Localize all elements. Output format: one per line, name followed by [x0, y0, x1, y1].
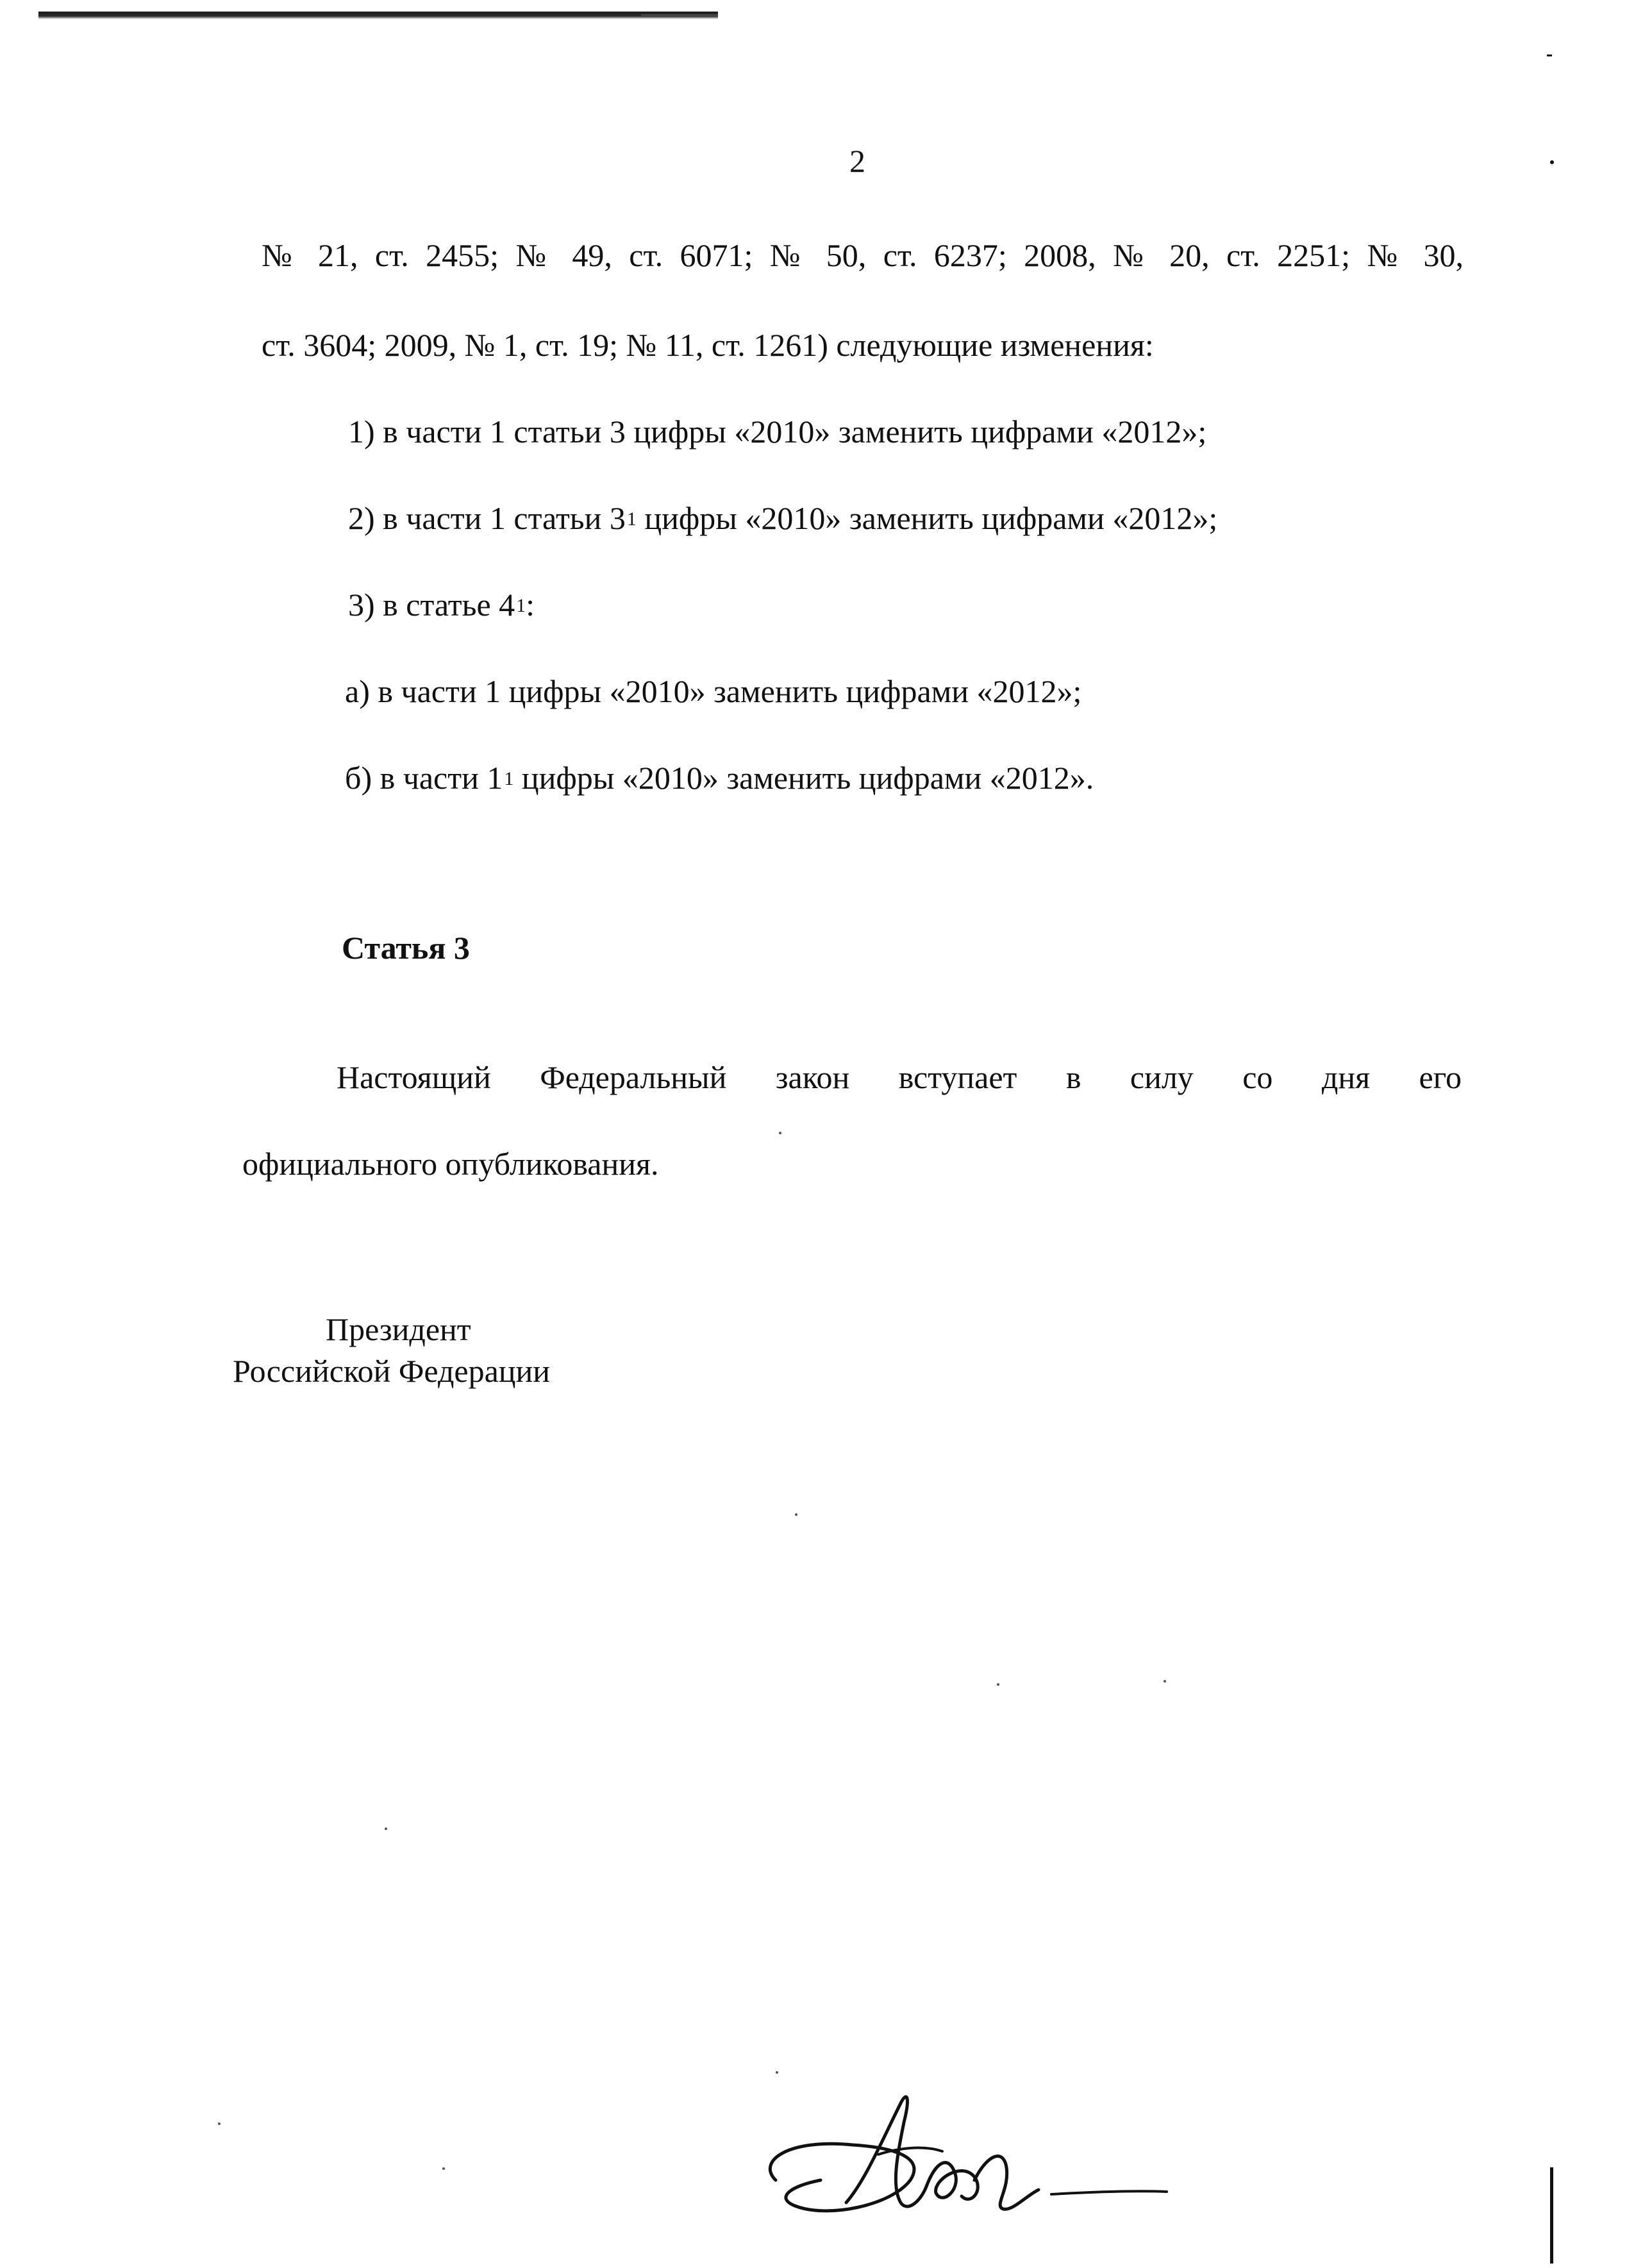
speck [795, 1513, 797, 1516]
speck [442, 2167, 445, 2170]
speck [218, 2122, 221, 2125]
item-3a: а) в части 1 цифры «2010» заменить цифрами «2012»; [345, 673, 1082, 709]
item-3b [345, 759, 1094, 802]
word: силу [1130, 1059, 1194, 1095]
scan-edge [38, 12, 718, 19]
speck [385, 1827, 387, 1830]
margin-mark [1550, 160, 1554, 164]
item-3b-text-b: цифры «2010» заменить цифрами «2012». [513, 760, 1094, 796]
item-3b-text-a: б) в части 1 [345, 760, 503, 796]
signatory-country: Российской Федерации [233, 1353, 551, 1389]
item-3b-superscript: 1 [504, 768, 514, 789]
word: дня [1321, 1059, 1371, 1095]
item-3-text-a: 3) в статье 4 [348, 587, 515, 623]
signature [750, 2084, 1186, 2231]
scan-edge-thin [641, 14, 718, 16]
item-1: 1) в части 1 статьи 3 цифры «2010» заменить цифрами «2012»; [348, 414, 1207, 449]
article-3-line-2: официального опубликования. [242, 1146, 659, 1182]
item-3 [348, 585, 535, 629]
continuation-line-2: ст. 3604; 2009, № 1, ст. 19; № 11, ст. 1261) следующие изменения: [262, 327, 1154, 363]
word: вступает [898, 1059, 1017, 1095]
item-2-text-a: 2) в части 1 статьи 3 [348, 500, 626, 536]
article-3-heading: Статья 3 [342, 930, 470, 966]
page-number: 2 [849, 143, 865, 179]
word: Федеральный [540, 1059, 727, 1095]
margin-mark [1550, 2167, 1553, 2264]
item-2-superscript: 1 [626, 508, 637, 530]
word: Настоящий [337, 1059, 491, 1095]
speck [779, 1132, 781, 1134]
speck [997, 1683, 999, 1686]
word: его [1419, 1059, 1462, 1095]
word: в [1065, 1059, 1081, 1095]
word: закон [775, 1059, 850, 1095]
margin-mark [1547, 55, 1552, 56]
continuation-line-1: № 21, ст. 2455; № 49, ст. 6071; № 50, ст. 6237; 2008, № 20, ст. 2251; № 30, [262, 237, 1464, 273]
word: со [1242, 1059, 1273, 1095]
speck [1164, 1680, 1166, 1683]
speck [776, 2071, 778, 2074]
signatory-title: Президент [326, 1311, 471, 1347]
item-2-text-b: цифры «2010» заменить цифрами «2012»; [636, 500, 1218, 536]
item-3-superscript: 1 [516, 595, 526, 616]
item-3-text-b: : [526, 587, 535, 623]
item-2 [348, 499, 1217, 542]
article-3-line-1 [337, 1058, 1462, 1096]
